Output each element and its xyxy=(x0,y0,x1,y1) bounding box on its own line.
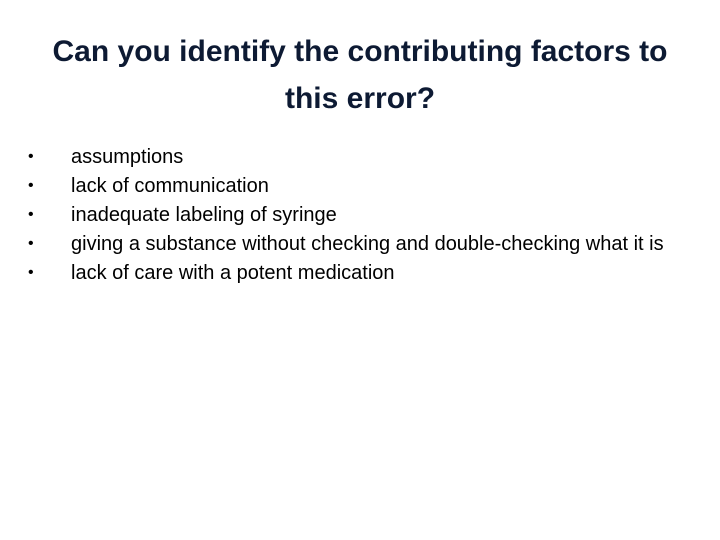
bullet-list xyxy=(28,144,668,289)
bullet-text: lack of care with a potent medication xyxy=(71,262,395,284)
bullet-icon: • xyxy=(28,264,34,281)
bullet-icon: • xyxy=(28,177,34,194)
list-item xyxy=(28,260,668,286)
bullet-text: inadequate labeling of syringe xyxy=(71,204,337,226)
list-item xyxy=(28,144,668,170)
bullet-icon: • xyxy=(28,148,34,165)
bullet-text: lack of communication xyxy=(71,175,269,197)
bullet-text: assumptions xyxy=(71,146,184,168)
list-item xyxy=(28,202,668,228)
bullet-text: giving a substance without checking and double-checking what it is xyxy=(71,233,664,255)
list-item xyxy=(28,231,668,257)
list-item xyxy=(28,173,668,199)
slide-title: Can you identify the contributing factors to this error? xyxy=(52,35,668,115)
bullet-icon: • xyxy=(28,206,34,223)
bullet-icon: • xyxy=(28,235,34,252)
